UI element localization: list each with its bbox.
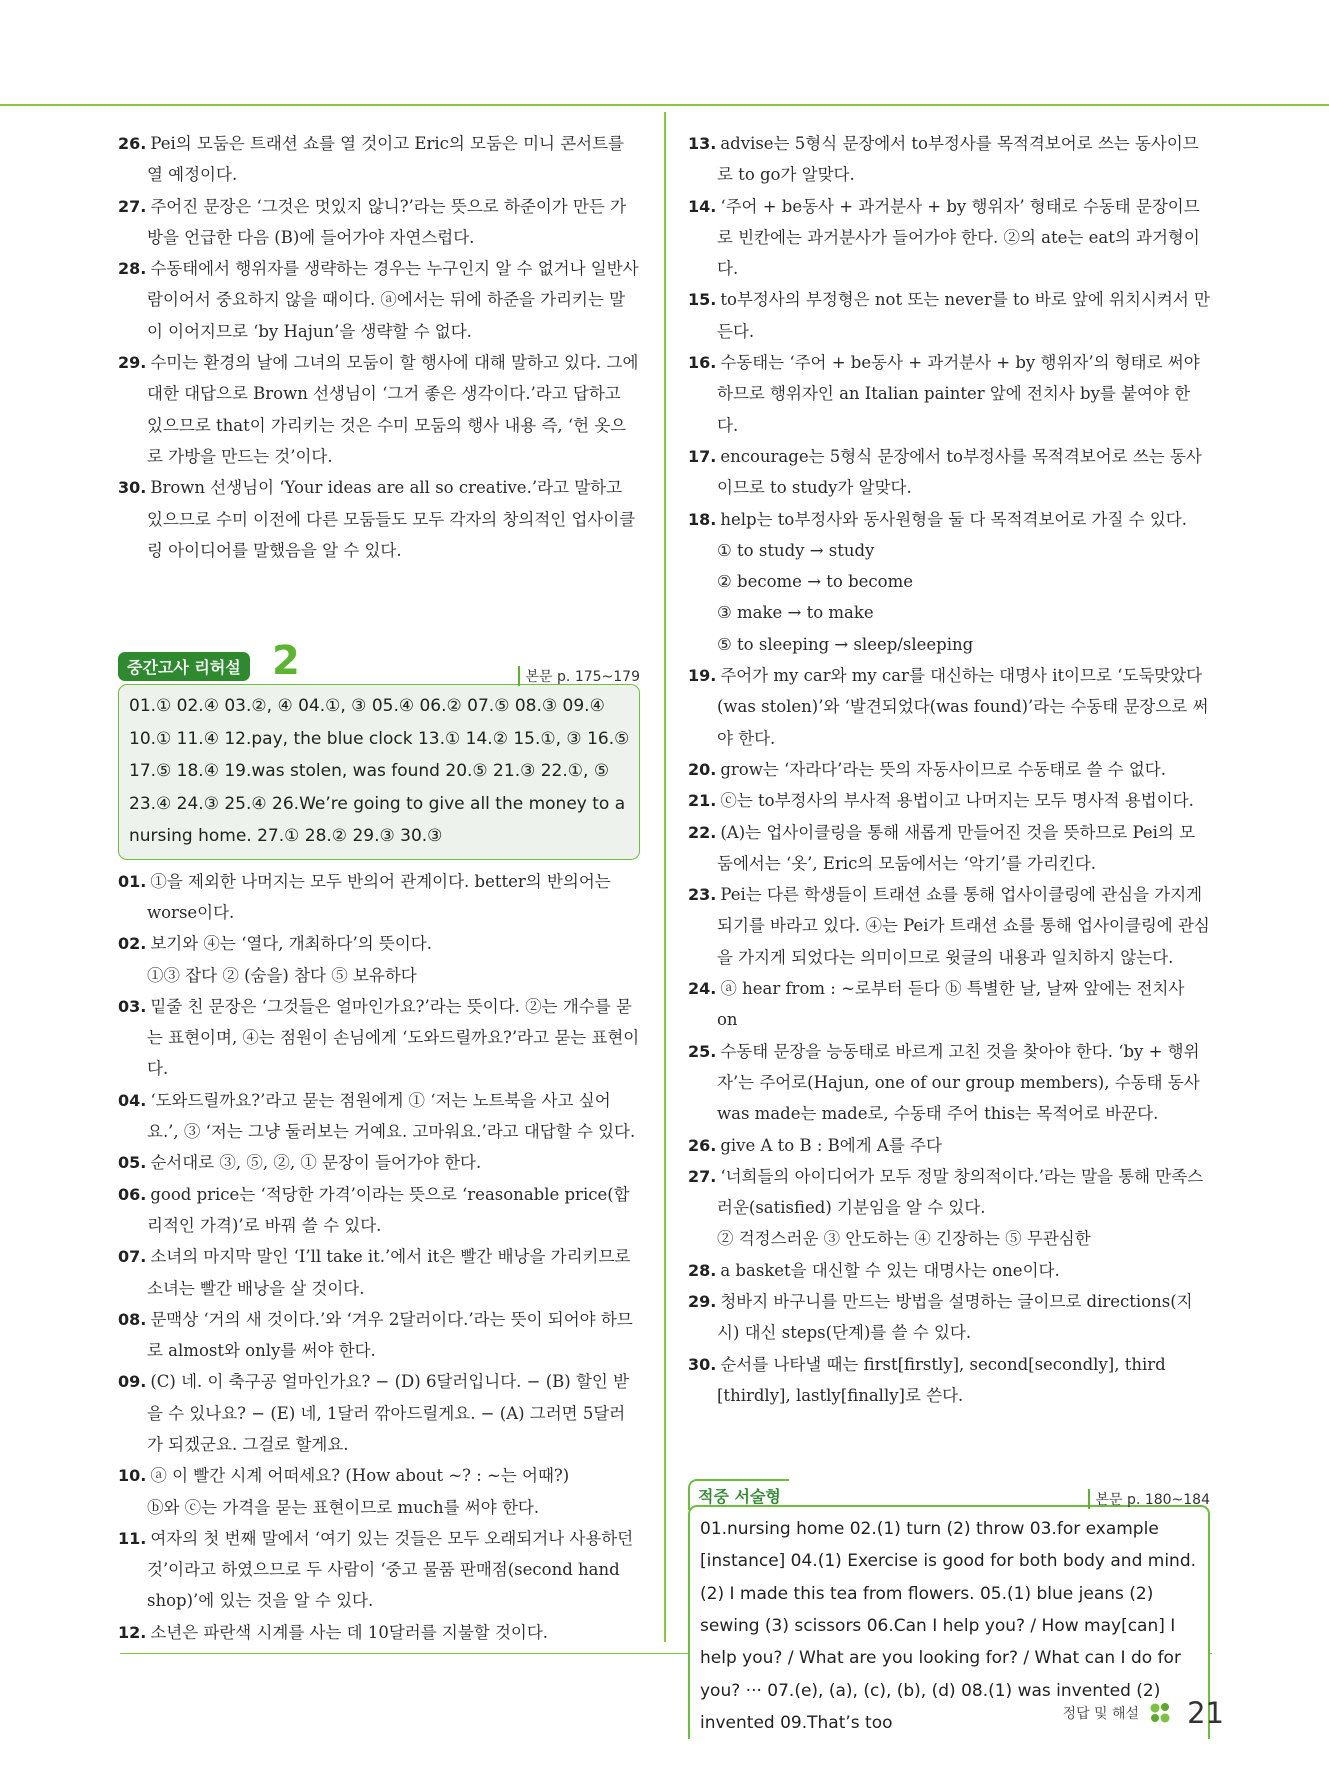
column-divider xyxy=(664,112,666,1642)
item-text: to부정사의 부정형은 not 또는 never를 to 바로 앞에 위치시켜서 만든다. xyxy=(717,290,1210,341)
answer-explanation xyxy=(118,866,640,929)
item-number: 28. xyxy=(688,1260,717,1280)
item-number: 12. xyxy=(118,1622,147,1642)
item-text: advise는 5형식 문장에서 to부정사를 목적격보어로 쓰는 동사이므로 to go가 알맞다. xyxy=(717,134,1199,185)
item-number: 21. xyxy=(688,791,717,811)
item-text: Pei의 모둠은 트래션 쇼를 열 것이고 Eric의 모둠은 미니 콘서트를 열 예정이다. xyxy=(147,134,624,185)
answer-explanation xyxy=(118,347,640,472)
leaf-icon xyxy=(1147,1700,1173,1726)
answer-explanation xyxy=(688,754,1210,785)
answer-explanation xyxy=(118,253,640,347)
item-text: 소녀의 마지막 말인 ‘I’ll take it.’에서 it은 빨간 배낭을 가리키므로 소녀는 빨간 배낭을 살 것이다. xyxy=(147,1247,631,1298)
answer-explanation xyxy=(118,1460,640,1491)
item-text: ‘도와드릴까요?’라고 묻는 점원에게 ① ‘저는 노트북을 사고 싶어요.’, ③ ‘저는 그냥 둘러보는 거예요. 고마워요.’라고 대답할 수 있다. xyxy=(147,1090,636,1142)
item-text: 순서대로 ③, ⑤, ②, ① 문장이 들어가야 한다. xyxy=(150,1153,482,1173)
answer-explanation xyxy=(688,1130,1210,1161)
item-number: 02. xyxy=(118,934,147,954)
item-text: Pei는 다른 학생들이 트래션 쇼를 통해 업사이클링에 관심을 가지게 되기를 바라고 있다. ④는 Pei가 트래션 쇼를 통해 업사이클링에 관심을 가지게 되었다는 의미이므로 윗글의 내용과 일치하지 않는다. xyxy=(717,885,1210,967)
item-text: ①을 제외한 나머지는 모두 반의어 관계이다. better의 반의어는 worse이다. xyxy=(147,871,611,922)
answer-explanation xyxy=(118,128,640,191)
item-number: 23. xyxy=(688,885,717,905)
answer-explanation xyxy=(688,817,1210,880)
section2-page-ref: 본문 p. 180~184 xyxy=(1088,1489,1210,1509)
item-number: 25. xyxy=(688,1041,717,1061)
right-column xyxy=(688,128,1210,1739)
answer-explanation xyxy=(118,1366,640,1460)
answer-explanation xyxy=(688,1161,1210,1224)
item-text: give A to B : B에게 A를 주다 xyxy=(720,1135,942,1155)
left-bottom-items xyxy=(118,866,640,1648)
item-number: 20. xyxy=(688,759,717,779)
item-text: 수동태는 ‘주어 + be동사 + 과거분사 + by 행위자’의 형태로 써야 하므로 행위자인 an Italian painter 앞에 전치사 by를 붙여야 한다. xyxy=(717,353,1200,435)
item-number: 19. xyxy=(688,666,717,686)
page-footer xyxy=(1063,1696,1224,1730)
item-text: ‘너희들의 아이디어가 모두 정말 창의적이다.’라는 말을 통해 만족스러운(satisfied) 기분임을 알 수 있다. xyxy=(717,1166,1204,1218)
item-number: 13. xyxy=(688,134,717,153)
item-number: 26. xyxy=(118,134,147,153)
page-number: 21 xyxy=(1187,1696,1224,1730)
item-text: 주어가 my car와 my car를 대신하는 대명사 it이므로 ‘도둑맞았다(was stolen)’와 ‘발견되었다(was found)’라는 수동태 문장으로 써야 한다. xyxy=(717,666,1209,748)
item-number: 04. xyxy=(118,1090,147,1110)
answer-explanation xyxy=(688,128,1210,191)
item-text: ⓐ hear from : ~로부터 듣다 ⓑ 특별한 날, 날짜 앞에는 전치사 on xyxy=(717,979,1185,1030)
item-text: 보기와 ④는 ‘열다, 개최하다’의 뜻이다. xyxy=(150,934,432,954)
item-number: 26. xyxy=(688,1135,717,1155)
item-text: ‘주어 + be동사 + 과거분사 + by 행위자’ 형태로 수동태 문장이므로 빈칸에는 과거분사가 들어가야 한다. ②의 ate는 eat의 과거형이다. xyxy=(717,196,1200,279)
item-number: 15. xyxy=(688,290,717,310)
item-number: 01. xyxy=(118,871,147,891)
item-number: 18. xyxy=(688,509,717,529)
section2-header xyxy=(688,1475,1210,1509)
item-number: 05. xyxy=(118,1153,147,1173)
answer-explanation xyxy=(118,1241,640,1304)
item-text: grow는 ‘자라다’라는 뜻의 자동사이므로 수동태로 쓸 수 없다. xyxy=(720,759,1166,779)
item-text: good price는 ‘적당한 가격’이라는 뜻으로 ‘reasonable price(합리적인 가격)’로 바꿔 쓸 수 있다. xyxy=(147,1184,630,1235)
answer-explanation xyxy=(118,1147,640,1178)
left-top-items xyxy=(118,128,640,566)
item-text: 여자의 첫 번째 말에서 ‘여기 있는 것들은 모두 오래되거나 사용하던 것’이라고 하였으므로 두 사람이 ‘중고 물품 판매점(second hand shop)’에 있는 것을 알 수 있다. xyxy=(147,1528,634,1611)
section2-tag: 적중 서술형 xyxy=(688,1479,789,1510)
section1-header xyxy=(118,638,640,686)
item-number: 08. xyxy=(118,1309,147,1329)
answer-explanation xyxy=(688,191,1210,285)
item-number: 29. xyxy=(688,1291,717,1311)
item-number: 07. xyxy=(118,1247,147,1267)
answer-explanation xyxy=(688,1255,1210,1286)
item-text: 청바지 바구니를 만드는 방법을 설명하는 글이므로 directions(지시) 대신 steps(단계)를 쓸 수 있다. xyxy=(717,1291,1193,1343)
answer-explanation xyxy=(688,1036,1210,1130)
item-text: 소년은 파란색 시계를 사는 데 10달러를 지불할 것이다. xyxy=(150,1622,549,1642)
item-correction: ② become → to become xyxy=(717,572,913,592)
left-column xyxy=(118,128,640,1648)
answer-explanation xyxy=(118,1617,640,1648)
answer-explanation xyxy=(688,785,1210,816)
answer-explanation xyxy=(688,347,1210,441)
item-text: 문맥상 ‘거의 새 것이다.’와 ‘겨우 2달러이다.’라는 뜻이 되어야 하므로 almost와 only를 써야 한다. xyxy=(147,1309,633,1361)
item-text: ⓒ는 to부정사의 부사적 용법이고 나머지는 모두 명사적 용법이다. xyxy=(720,791,1194,811)
answer-explanation xyxy=(118,1179,640,1242)
item-number: 22. xyxy=(688,822,717,842)
item-subtext: ①③ 잡다 ② (숨을) 참다 ⑤ 보유하다 xyxy=(147,965,417,985)
item-text: Brown 선생님이 ‘Your ideas are all so creative.’라고 말하고 있으므로 수미 이전에 다른 모둠들도 모두 각자의 창의적인 업사이클링 아이디어를 말했음을 알 수 있다. xyxy=(147,478,636,560)
answer-explanation xyxy=(118,991,640,1085)
item-correction: ⑤ to sleeping → sleep/sleeping xyxy=(717,634,974,654)
section1-tag: 중간고사 리허설 xyxy=(118,652,250,681)
item-number: 17. xyxy=(688,446,717,466)
item-number: 11. xyxy=(118,1528,147,1548)
item-number: 30. xyxy=(118,478,147,498)
answer-explanation xyxy=(118,191,640,254)
answer-explanation xyxy=(688,441,1210,504)
answer-explanation xyxy=(688,284,1210,347)
item-text: a basket을 대신할 수 있는 대명사는 one이다. xyxy=(720,1260,1060,1280)
item-subtext: ② 걱정스러운 ③ 안도하는 ④ 긴장하는 ⑤ 무관심한 xyxy=(717,1229,1091,1249)
item-number: 03. xyxy=(118,996,147,1016)
item-text: 수동태 문장을 능동태로 바르게 고친 것을 찾아야 한다. ‘by + 행위자’는 주어로(Hajun, one of our group members), 수동태 동사 was made는 made로, 수동태 주어 this는 목적어로 바꾼다. xyxy=(717,1041,1200,1124)
item-number: 29. xyxy=(118,353,147,373)
answer-explanation xyxy=(118,1085,640,1148)
item-text: help는 to부정사와 동사원형을 둘 다 목적격보어로 가질 수 있다. xyxy=(720,509,1187,529)
item-number: 28. xyxy=(118,259,147,279)
item-correction: ③ make → to make xyxy=(717,603,874,623)
item-number: 27. xyxy=(118,196,147,216)
section1-page-ref: 본문 p. 175~179 xyxy=(518,666,640,686)
item-number: 10. xyxy=(118,1466,147,1486)
answer-explanation xyxy=(688,973,1210,1036)
answer-explanation xyxy=(688,879,1210,973)
answer-explanation xyxy=(688,660,1210,754)
answer-explanation xyxy=(688,1286,1210,1349)
section1-answer-box: 01.① 02.④ 03.②, ④ 04.①, ③ 05.④ 06.② 07.⑤ 08.③ 09.④ 10.① 11.④ 12.pay, the blue clock 13.① 14.② 15.①, ③ 16.⑤ 17.⑤ 18.④ 19.was stolen, was found 20.⑤ 21.③ 22.①, ⑤ 23.④ 24.③ 25.④ 26.We’re going to give all the money to a nursing home. 27.① 28.② 29.③ 30.③ xyxy=(118,684,640,860)
item-text: 주어진 문장은 ‘그것은 멋있지 않니?’라는 뜻으로 하준이가 만든 가방을 언급한 다음 (B)에 들어가야 자연스럽다. xyxy=(147,196,627,247)
top-rule xyxy=(0,104,1329,106)
item-number: 30. xyxy=(688,1354,717,1374)
answer-explanation xyxy=(688,1349,1210,1412)
section2-answer-box: 01.nursing home 02.(1) turn (2) throw 03.for example [instance] 04.(1) Exercise is good for both body and mind. (2) I made this tea from flowers. 05.(1) blue jeans (2) sewing (3) scissors 06.Can I help you? / How may[can] I help you? / What are you looking for? / What can I do for you? ··· 07.(e), (a), (c), (b), (d) 08.(1) was invented (2) invented 09.That’s too xyxy=(688,1505,1210,1739)
item-subtext: ⓑ와 ⓒ는 가격을 묻는 표현이므로 much를 써야 한다. xyxy=(147,1497,540,1517)
item-text: 수동태에서 행위자를 생략하는 경우는 누구인지 알 수 없거나 일반사람이어서 중요하지 않을 때이다. ⓐ에서는 뒤에 하준을 가리키는 말이 이어지므로 ‘by Hajun’을 생략할 수 없다. xyxy=(147,259,639,341)
item-number: 24. xyxy=(688,979,717,999)
item-number: 16. xyxy=(688,353,717,373)
answer-explanation xyxy=(118,928,640,959)
right-items xyxy=(688,128,1210,1411)
answer-explanation xyxy=(688,504,1210,535)
answer-explanation xyxy=(118,1304,640,1367)
item-text: (A)는 업사이클링을 통해 새롭게 만들어진 것을 뜻하므로 Pei의 모둠에서는 ‘옷’, Eric의 모둠에서는 ‘악기’를 가리킨다. xyxy=(717,822,1196,873)
item-text: (C) 네. 이 축구공 얼마인가요? − (D) 6달러입니다. − (B) 할인 받을 수 있나요? − (E) 네, 1달러 깎아드릴게요. − (A) 그러면 5달러가 되겠군요. 그걸로 할게요. xyxy=(147,1372,630,1454)
answer-explanation xyxy=(118,1523,640,1617)
item-text: encourage는 5형식 문장에서 to부정사를 목적격보어로 쓰는 동사이므로 to study가 알맞다. xyxy=(717,446,1202,498)
section1-number: 2 xyxy=(272,638,300,685)
item-text: ⓐ 이 빨간 시계 어떠세요? (How about ~? : ~는 어때?) xyxy=(150,1466,570,1486)
item-number: 27. xyxy=(688,1166,717,1186)
item-text: 밑줄 친 문장은 ‘그것들은 얼마인가요?’라는 뜻이다. ②는 개수를 묻는 표현이며, ④는 점원이 손님에게 ‘도와드릴까요?’라고 묻는 표현이다. xyxy=(147,996,640,1079)
footer-label: 정답 및 해설 xyxy=(1062,1706,1140,1722)
item-number: 09. xyxy=(118,1372,147,1392)
answer-explanation xyxy=(118,472,640,566)
item-number: 14. xyxy=(688,196,717,216)
item-number: 06. xyxy=(118,1184,147,1204)
item-text: 순서를 나타낼 때는 first[firstly], second[secondly], third [thirdly], lastly[finally]로 쓴다. xyxy=(717,1354,1166,1405)
item-text: 수미는 환경의 날에 그녀의 모둠이 할 행사에 대해 말하고 있다. 그에 대한 대답으로 Brown 선생님이 ‘그거 좋은 생각이다.’라고 답하고 있으므로 that이 가리키는 것은 수미 모둠의 행사 내용 즉, ‘헌 옷으로 가방을 만드는 것’이다. xyxy=(147,353,639,466)
item-correction: ① to study → study xyxy=(717,540,875,560)
